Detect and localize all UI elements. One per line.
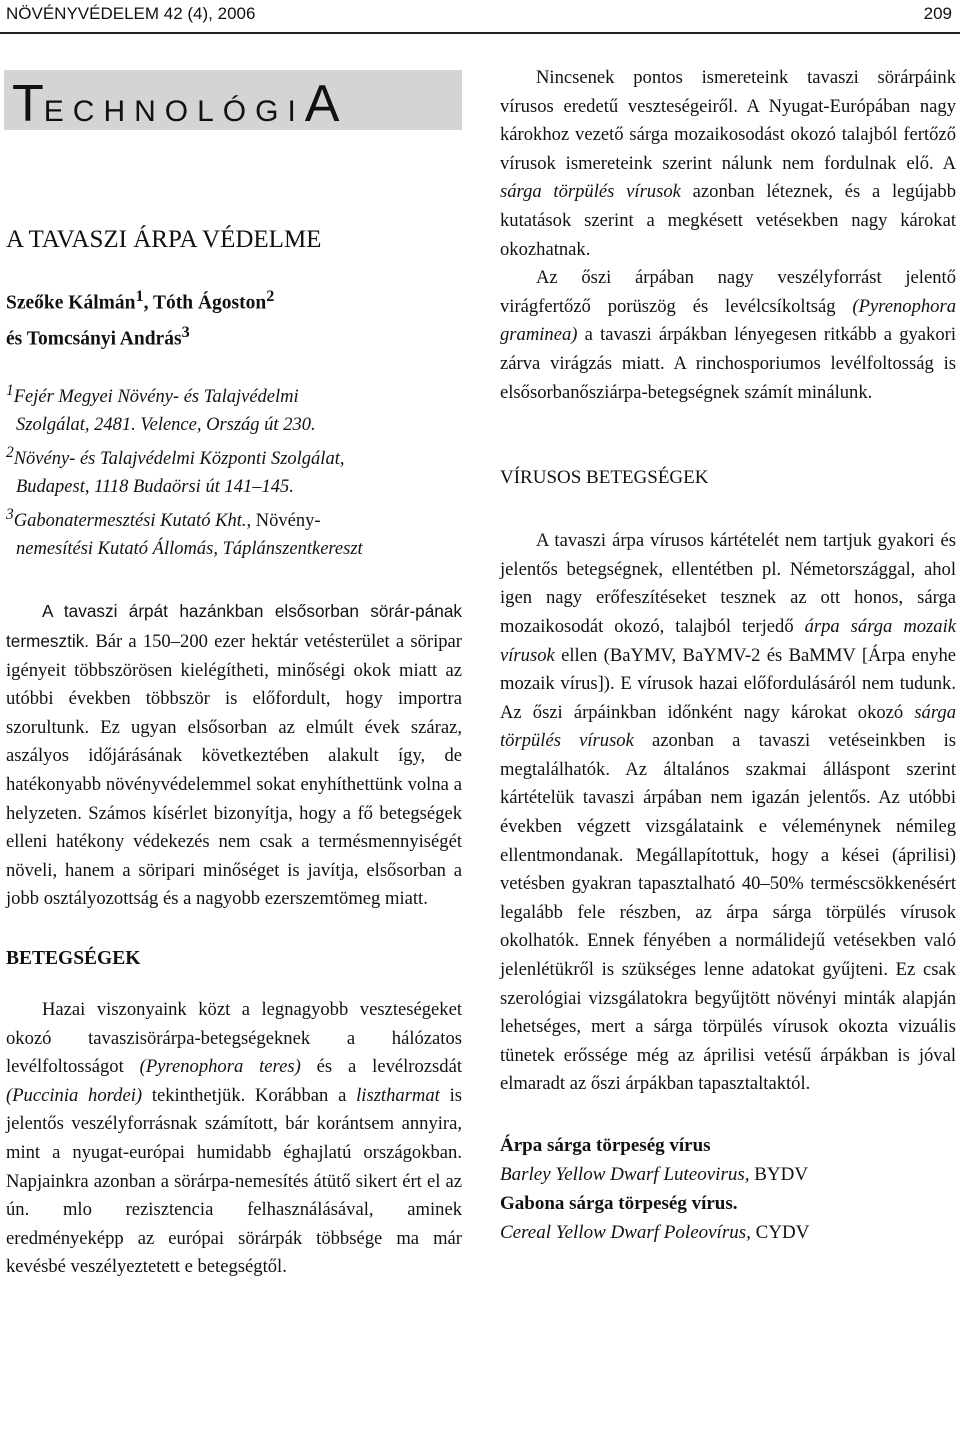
virus-list	[500, 1131, 956, 1247]
right-paragraphs: Nincsenek pontos ismereteink tavaszi sörárpáink vírusos eredetű veszteségeiről. A Nyugat-Európában nagy károkhoz vezető sárga mozaikosodást okozó talajból fertőző vírusok ismereteink szerint nálunk nem fordulnak elő. A sárga törpülés vírusok azonban léteznek, és a legújabb kutatások szerint a megkésett vetésekben nagy károkat okozhatnak. Az őszi árpában nagy veszélyforrást jelentő virágfertőző porüszög és levélcsíkoltság (Pyrenophora graminea) a tavaszi árpákban lényegesen ritkább a gyakori zárva virágzás miatt. A rinchosporiumos levélfoltosság is elsősorbanősziárpa-betegségnek számít minálunk.	[500, 67, 956, 403]
left-column	[6, 220, 462, 1282]
virus-latin-cydv: Cereal Yellow Dwarf Poleovírus, CYDV	[500, 1222, 810, 1243]
header-rule	[0, 32, 960, 34]
running-header	[6, 4, 954, 26]
affiliations: $^1$Fejér Megyei Növény- és Talajvédelmi Szolgálat, 2481. Velence, Ország út 230. $^2$Növény- és Talajvédelmi Központi Szolgálat, Budapest, 1118 Budaörsi út 141–145. $^3$Gabonatermesztési Kutató Kht., Növény- nemesítési Kutató Állomás, Táplánszentkereszt	[6, 382, 363, 560]
diseases-paragraph: Hazai viszonyaink közt a legnagyobb veszteségeket okozó tavaszisörárpa-betegségeknek a hálózatos levélfoltosságot (Pyrenophora teres) és a levélrozsdát (Puccinia hordei) tekinthetjük. Korábban a lisztharmat is jelentős veszélyforrásnak számított, bár korántsem annyira, mint a nyugat-európai humidabb éghajlatú országokban. Napjainkra azonban a sörárpa-nemesítés átütő sikert ért el az ún. mlo rezisztencia felhasználásával, aminek eredményeképp az európai sörárpák többsége ma már kevésbé veszélyeztetett e betegségtől.	[6, 999, 462, 1278]
virus-name-cydv: Gabona sárga törpeség vírus.	[500, 1193, 738, 1214]
intro-paragraph: A tavaszi árpát hazánkban elsősorban sörár-pának termesztik. Bár a 150–200 ezer hektár vetésterület a söripar igényeit többszörösen kielégítheti, minőségi okok miatt az utóbbi években többször is előfordult, hogy importra szorultunk. Ez ugyan elsősorban az elmúlt évek száraz, aszályos időjárásának következtében alakult így, de hatékonyabb növényvédelemmel sokat enyhíthettünk volna a helyzeten. Számos kísérlet bizonyítja, hogy a fő betegségek elleni hatékony védekezés nem csak a termésmennyiségét növeli, hanem a söripari minőséget is javítja, elsősorban a jobb osztályozottság és a nagyobb ezerszemtömeg miatt.	[6, 601, 462, 910]
right-column	[500, 64, 956, 1247]
section-heading-diseases: BETEGSÉGEK	[6, 948, 141, 969]
viral-paragraph: A tavaszi árpa vírusos kártételét nem tartjuk gyakori és jelentős betegségnek, ellentétben pl. Németországgal, ahol igen nagy erőfeszítéseket tesznek az ott honos, sárga mozaikosodát okozó, talajból terjedő árpa sárga mozaik vírusok ellen (BaYMV, BaYMV-2 és BaMMV [Árpa enyhe mozaik vírus]). E vírusok hazai előfordulásáról nem tudunk. Az őszi árpáinkban időnként nagy károkat okozó sárga törpülés vírusok azonban a tavaszi vetéseinkben is megtalálhatók. Az általános szakmai álláspont szerint kártételük tavaszi árpában nem igazán jelentős. Az utóbbi években végzett vizsgálataink e véleménynek némileg ellentmondanak. Megállapítottuk, hogy a kései (áprilisi) vetésben gyakran tapasztalható 40–50% terméscsökkenésért legalább fele részben, az árpa sárga törpülés vírusok okolhatók. Ennek fényében a normálidejű vetésekben való jelenlétükről is szükséges lenne adatokat gyűjteni. Ez csak szerológiai vizsgálatokra begyűjtött növényi minták alapján lehetséges, mert a sárga törpülés vírusok okozta vizuális tünetek erőssége még az áprilisi vetésű árpákban is jóval elmaradt az őszi árpákban tapasztaltaktól.	[500, 530, 956, 1095]
page-number: 209	[923, 4, 952, 23]
article-title: A TAVASZI ÁRPA VÉDELME	[6, 226, 322, 253]
section-banner-text: TECHNOLÓGIA	[12, 75, 340, 133]
virus-name-bydv: Árpa sárga törpeség vírus	[500, 1135, 711, 1156]
section-banner	[4, 70, 462, 133]
author-list: Szeőke Kálmán$^1$, Tóth Ágoston$^2$ és Tomcsányi András$^3$	[6, 287, 275, 349]
virus-latin-bydv: Barley Yellow Dwarf Luteovirus, BYDV	[500, 1164, 809, 1185]
journal-reference: NÖVÉNYVÉDELEM 42 (4), 2006	[6, 4, 256, 23]
section-heading-viral-diseases: VÍRUSOS BETEGSÉGEK	[500, 467, 709, 489]
